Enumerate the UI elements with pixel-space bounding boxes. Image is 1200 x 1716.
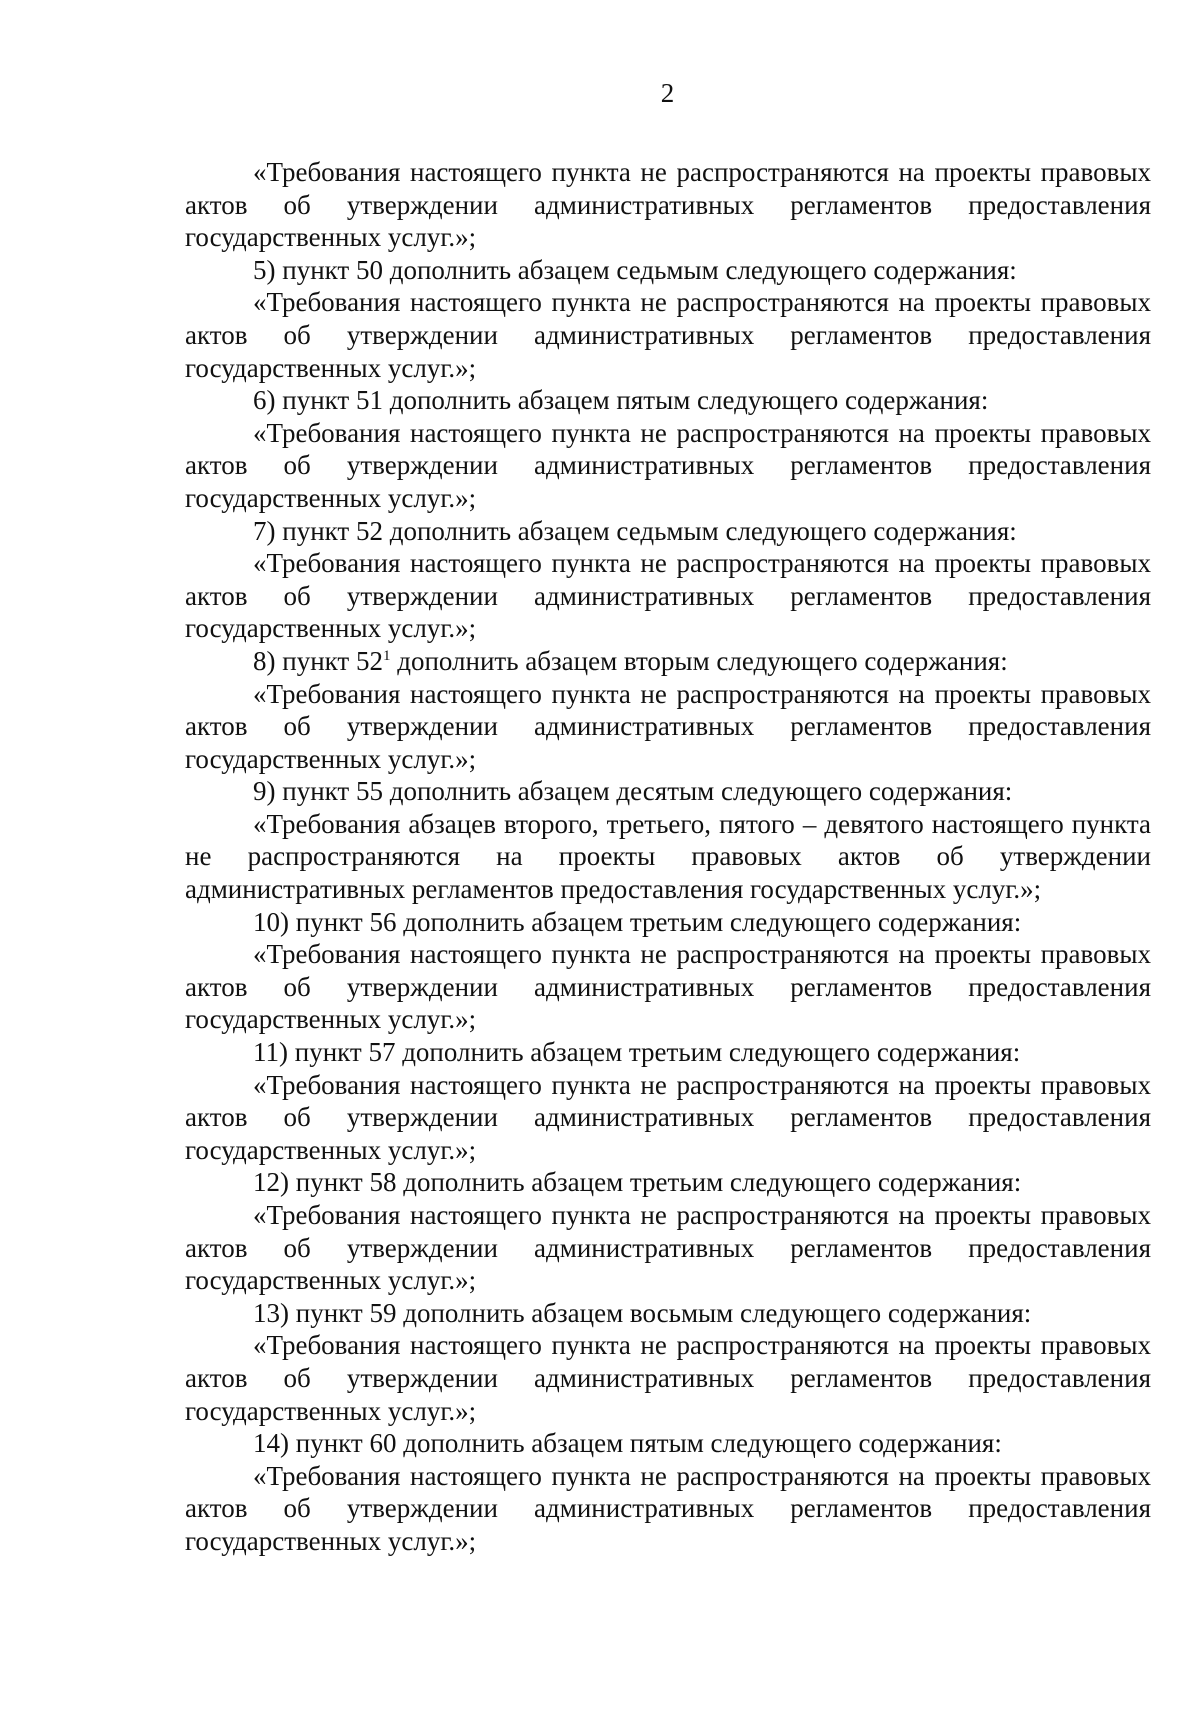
quoted-amendment-paragraph [185, 1069, 1151, 1167]
superscript-index: 1 [382, 647, 391, 664]
page-number: 2 [660, 78, 675, 108]
amendment-item-paragraph [185, 1166, 1151, 1199]
quoted-amendment-paragraph [185, 1199, 1151, 1297]
quoted-amendment-paragraph [185, 1460, 1151, 1558]
paragraph-text: «Требования настоящего пункта не распространяются на проекты правовых актов об утверждении административных регламентов предоставления государственных услуг.»; [185, 1069, 1151, 1165]
paragraph-text: 14) пункт 60 дополнить абзацем пятым следующего содержания: [253, 1428, 1002, 1459]
quoted-amendment-paragraph [185, 417, 1151, 515]
quoted-amendment-paragraph [185, 1329, 1151, 1427]
paragraph-text: 11) пункт 57 дополнить абзацем третьим следующего содержания: [253, 1037, 1021, 1068]
paragraph-text: «Требования настоящего пункта не распространяются на проекты правовых актов об утверждении административных регламентов предоставления государственных услуг.»; [185, 157, 1151, 253]
paragraph-text: 13) пункт 59 дополнить абзацем восьмым следующего содержания: [253, 1297, 1032, 1328]
paragraph-text: «Требования настоящего пункта не распространяются на проекты правовых актов об утверждении административных регламентов предоставления государственных услуг.»; [185, 287, 1151, 383]
paragraph-text: 7) пункт 52 дополнить абзацем седьмым следующего содержания: [253, 515, 1017, 546]
quoted-amendment-paragraph [185, 678, 1151, 776]
paragraph-text: «Требования настоящего пункта не распространяются на проекты правовых актов об утверждении административных регламентов предоставления государственных услуг.»; [185, 678, 1151, 774]
quoted-amendment-paragraph [185, 156, 1151, 254]
paragraph-text: 10) пункт 56 дополнить абзацем третьим следующего содержания: [253, 906, 1022, 937]
document-body [185, 156, 1151, 1558]
paragraph-text: 12) пункт 58 дополнить абзацем третьим следующего содержания: [253, 1167, 1022, 1198]
paragraph-text: «Требования настоящего пункта не распространяются на проекты правовых актов об утверждении административных регламентов предоставления государственных услуг.»; [185, 1200, 1151, 1296]
amendment-item-paragraph [185, 1036, 1151, 1069]
amendment-item-paragraph [185, 515, 1151, 548]
amendment-item-paragraph [185, 254, 1151, 287]
amendment-item-paragraph [185, 645, 1151, 678]
paragraph-text: «Требования настоящего пункта не распространяются на проекты правовых актов об утверждении административных регламентов предоставления государственных услуг.»; [185, 939, 1151, 1035]
paragraph-text: «Требования абзацев второго, третьего, пятого – девятого настоящего пункта не распространяются на проекты правовых актов об утверждении административных регламентов предоставления государственных услуг.»; [185, 808, 1151, 905]
quoted-amendment-paragraph [185, 938, 1151, 1036]
paragraph-text: 8) пункт 52 [253, 645, 383, 676]
amendment-item-paragraph [185, 384, 1151, 417]
amendment-item-paragraph [185, 906, 1151, 939]
paragraph-text-continued: дополнить абзацем вторым следующего содержания: [390, 645, 1008, 676]
amendment-item-paragraph [185, 1427, 1151, 1460]
amendment-item-paragraph [185, 775, 1151, 808]
paragraph-text: 6) пункт 51 дополнить абзацем пятым следующего содержания: [253, 385, 989, 416]
paragraph-text: 9) пункт 55 дополнить абзацем десятым следующего содержания: [253, 776, 1013, 807]
quoted-amendment-paragraph [185, 808, 1151, 906]
paragraph-text: 5) пункт 50 дополнить абзацем седьмым следующего содержания: [253, 254, 1017, 285]
paragraph-text: «Требования настоящего пункта не распространяются на проекты правовых актов об утверждении административных регламентов предоставления государственных услуг.»; [185, 1330, 1151, 1426]
quoted-amendment-paragraph [185, 547, 1151, 645]
paragraph-text: «Требования настоящего пункта не распространяются на проекты правовых актов об утверждении административных регламентов предоставления государственных услуг.»; [185, 1460, 1151, 1556]
paragraph-text: «Требования настоящего пункта не распространяются на проекты правовых актов об утверждении административных регламентов предоставления государственных услуг.»; [185, 548, 1151, 644]
quoted-amendment-paragraph [185, 286, 1151, 384]
amendment-item-paragraph [185, 1297, 1151, 1330]
paragraph-text: «Требования настоящего пункта не распространяются на проекты правовых актов об утверждении административных регламентов предоставления государственных услуг.»; [185, 417, 1151, 513]
